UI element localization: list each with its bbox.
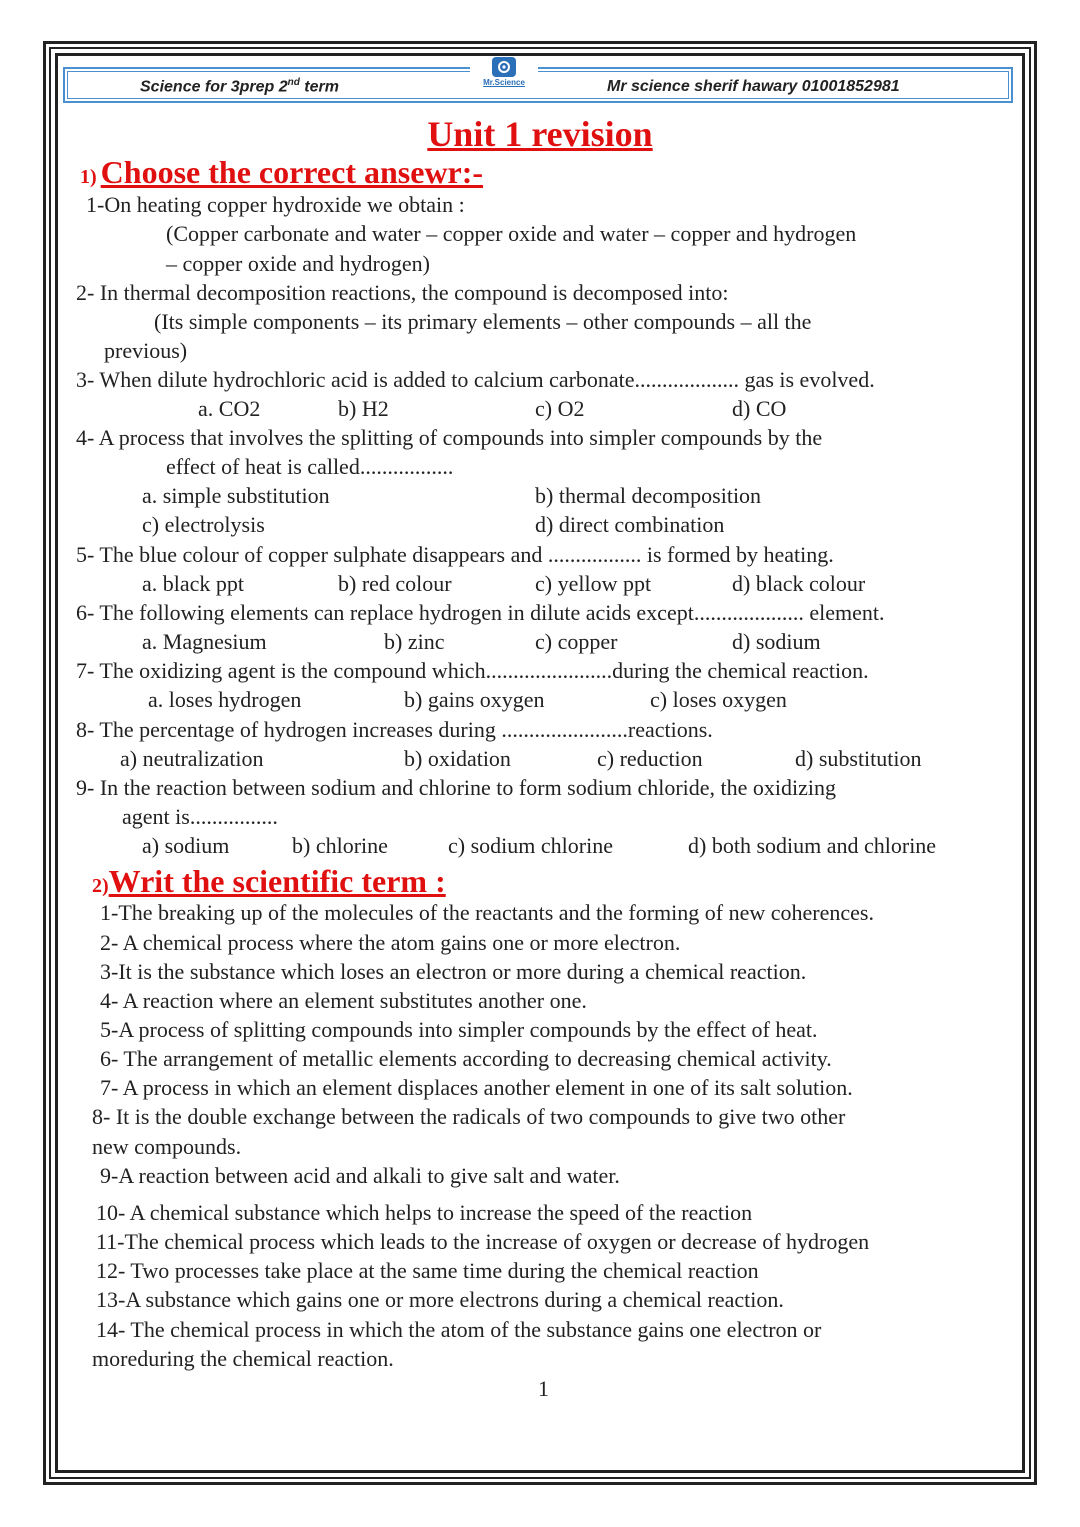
question-line: – copper oxide and hydrogen) bbox=[166, 251, 430, 276]
term-line: 1-The breaking up of the molecules of the reactants and the forming of new coherences. bbox=[100, 900, 874, 925]
question-line: 5- The blue colour of copper sulphate disappears and ................. is formed by heating. bbox=[76, 542, 834, 567]
question-line: a. black ppt bbox=[142, 571, 245, 596]
question-line: 2- In thermal decomposition reactions, the compound is decomposed into: bbox=[76, 280, 729, 305]
question-line: b) H2 bbox=[338, 396, 389, 421]
term-line: 8- It is the double exchange between the radicals of two compounds to give two other bbox=[92, 1104, 846, 1129]
question-line: effect of heat is called................. bbox=[166, 454, 454, 479]
question-line: b) zinc bbox=[384, 629, 445, 654]
question-line: a. loses hydrogen bbox=[148, 687, 302, 712]
term-line: 12- Two processes take place at the same time during the chemical reaction bbox=[96, 1258, 759, 1283]
question-line: d) black colour bbox=[732, 571, 866, 596]
question-line: c) O2 bbox=[535, 396, 585, 421]
question-line: c) yellow ppt bbox=[535, 571, 652, 596]
term-line: 6- The arrangement of metallic elements according to decreasing chemical activity. bbox=[100, 1046, 832, 1071]
question-line: 3- When dilute hydrochloric acid is added to calcium carbonate................... gas is evolved. bbox=[76, 367, 875, 392]
page-number: 1 bbox=[538, 1376, 549, 1401]
question-line: c) electrolysis bbox=[142, 512, 265, 537]
question-line: d) substitution bbox=[795, 746, 922, 771]
term-line: 13-A substance which gains one or more electrons during a chemical reaction. bbox=[96, 1287, 784, 1312]
term-line: 11-The chemical process which leads to the increase of oxygen or decrease of hydrogen bbox=[96, 1229, 870, 1254]
mr-science-logo bbox=[470, 57, 538, 97]
question-line: 7- The oxidizing agent is the compound which.......................during the chemical reaction. bbox=[76, 658, 869, 683]
question-line: 1-On heating copper hydroxide we obtain : bbox=[86, 192, 465, 217]
question-line: d) both sodium and chlorine bbox=[688, 833, 937, 858]
term-line: 3-It is the substance which loses an electron or more during a chemical reaction. bbox=[100, 959, 807, 984]
question-line: previous) bbox=[104, 338, 188, 363]
term-line: 10- A chemical substance which helps to increase the speed of the reaction bbox=[96, 1200, 753, 1225]
question-line: a) neutralization bbox=[120, 746, 264, 771]
question-line: a. simple substitution bbox=[142, 483, 330, 508]
header-course-title: Science for 3prep 2nd term bbox=[140, 77, 339, 96]
question-line: b) gains oxygen bbox=[404, 687, 545, 712]
question-line: c) loses oxygen bbox=[650, 687, 787, 712]
logo-text: Mr.Science bbox=[483, 78, 525, 87]
question-line: 6- The following elements can replace hydrogen in dilute acids except.................... element. bbox=[76, 600, 885, 625]
term-line: 2- A chemical process where the atom gains one or more electron. bbox=[100, 930, 681, 955]
question-line: b) thermal decomposition bbox=[535, 483, 762, 508]
question-line: a. CO2 bbox=[198, 396, 261, 421]
section-1-heading: 1) Choose the correct ansewr:- bbox=[80, 154, 484, 190]
question-line: d) CO bbox=[732, 396, 787, 421]
page-title: Unit 1 revision bbox=[427, 114, 653, 154]
page-header bbox=[63, 67, 1017, 105]
question-line: c) reduction bbox=[597, 746, 703, 771]
question-line: 4- A process that involves the splitting of compounds into simpler compounds by the bbox=[76, 425, 823, 450]
term-line: 14- The chemical process in which the atom of the substance gains one electron or bbox=[96, 1317, 822, 1342]
question-line: d) sodium bbox=[732, 629, 821, 654]
term-line: 7- A process in which an element displaces another element in one of its salt solution. bbox=[100, 1075, 853, 1100]
term-line: 9-A reaction between acid and alkali to give salt and water. bbox=[100, 1163, 620, 1188]
logo-mark-icon bbox=[492, 57, 516, 77]
question-line: d) direct combination bbox=[535, 512, 725, 537]
term-line: 4- A reaction where an element substitutes another one. bbox=[100, 988, 587, 1013]
question-line: c) sodium chlorine bbox=[448, 833, 613, 858]
question-line: (Its simple components – its primary elements – other compounds – all the bbox=[154, 309, 812, 334]
question-line: agent is................ bbox=[122, 804, 278, 829]
header-author-info: Mr science sherif hawary 01001852981 bbox=[607, 78, 900, 95]
question-line: a) sodium bbox=[142, 833, 230, 858]
question-line: b) red colour bbox=[338, 571, 452, 596]
question-line: b) chlorine bbox=[292, 833, 388, 858]
question-line: 9- In the reaction between sodium and chlorine to form sodium chloride, the oxidizing bbox=[76, 775, 837, 800]
question-line: 8- The percentage of hydrogen increases during .......................reactions. bbox=[76, 717, 713, 742]
term-line: moreduring the chemical reaction. bbox=[92, 1346, 394, 1371]
question-line: c) copper bbox=[535, 629, 618, 654]
section-2-heading: 2)Writ the scientific term : bbox=[92, 863, 446, 899]
question-line: b) oxidation bbox=[404, 746, 511, 771]
question-line: a. Magnesium bbox=[142, 629, 267, 654]
term-line: 5-A process of splitting compounds into simpler compounds by the effect of heat. bbox=[100, 1017, 818, 1042]
question-line: (Copper carbonate and water – copper oxide and water – copper and hydrogen bbox=[166, 221, 857, 246]
term-line: new compounds. bbox=[92, 1134, 242, 1159]
